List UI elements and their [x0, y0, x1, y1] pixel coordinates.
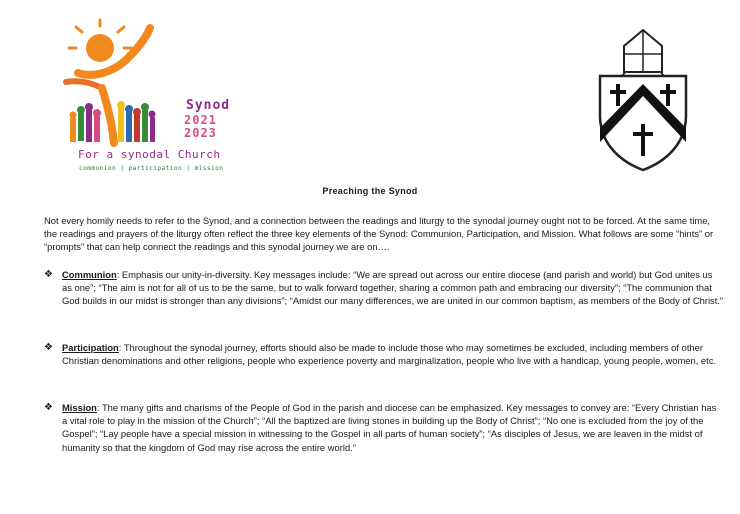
synod-word: Synod — [186, 98, 231, 113]
bullet-participation-text — [62, 341, 724, 367]
bullet-communion — [44, 268, 724, 308]
synod-year-end: 2023 — [184, 126, 217, 140]
bullet-mission — [44, 401, 724, 454]
bullet-body: : Emphasis our unity-in-diversity. Key messages include: “We are spread out across our entire diocese (and parish and world) but God unites us as one”; “The aim is not for all of us to be the same, but to walk forward together, sharing a common path and embracing our diversity”; “The communion that God builds in our midst is stronger than any divisions”; “Amidst our many differences, we are united in our common baptism, as members of the Body of Christ.” — [62, 269, 724, 307]
bullet-body: : Throughout the synodal journey, efforts should also be made to include those who may sometimes be excluded, including members of other Christian denominations and other religions, people who experience poverty and marginalization, people who live with a handicap, young people, women, etc. — [62, 342, 717, 367]
diamond-bullet-icon: ❖ — [44, 402, 53, 413]
intro-paragraph: Not every homily needs to refer to the Synod, and a connection between the readings and liturgy to the synodal journey ought not to be forced. At the same time, the readings and prayers of the liturgy often reflect the three key elements of the Synod: Communion, Participation, and Mission. What follows are some “hints” or “prompts” that can help connect the readings and this synodal journey we are on…. — [44, 215, 714, 253]
bullet-term: Mission — [62, 402, 97, 413]
mitre-shield-icon — [590, 24, 696, 174]
bullet-term: Participation — [62, 342, 119, 353]
synod-tagline: For a synodal Church — [78, 148, 221, 161]
bullet-mission-text — [62, 401, 724, 454]
page-title: Preaching the Synod — [322, 186, 418, 196]
diocese-coat-of-arms — [590, 24, 696, 174]
diamond-bullet-icon: ❖ — [44, 269, 53, 280]
synod-year-start: 2021 — [184, 113, 217, 127]
diamond-bullet-icon: ❖ — [44, 342, 53, 353]
bullet-body: : The many gifts and charisms of the People of God in the parish and diocese can be emphasized. Key messages to convey are: “Every Christian has a vital role to play in the mission of the Church”; “All the baptized are living stones in building up the Body of Christ”; “No one is excluded from the joy of the Gospel”; “Lay people have a special mission in witnessing to the Gospel in all parts of human society”; “As disciples of Jesus, we are leaven in the midst of humanity so that the kingdom of God may rise across the entire world.” — [62, 402, 717, 453]
bullet-term: Communion — [62, 269, 117, 280]
synod-subtagline: communion | participation | mission — [79, 165, 224, 172]
bullet-participation — [44, 341, 724, 367]
synod-years — [184, 114, 217, 140]
bullet-communion-text — [62, 268, 724, 308]
